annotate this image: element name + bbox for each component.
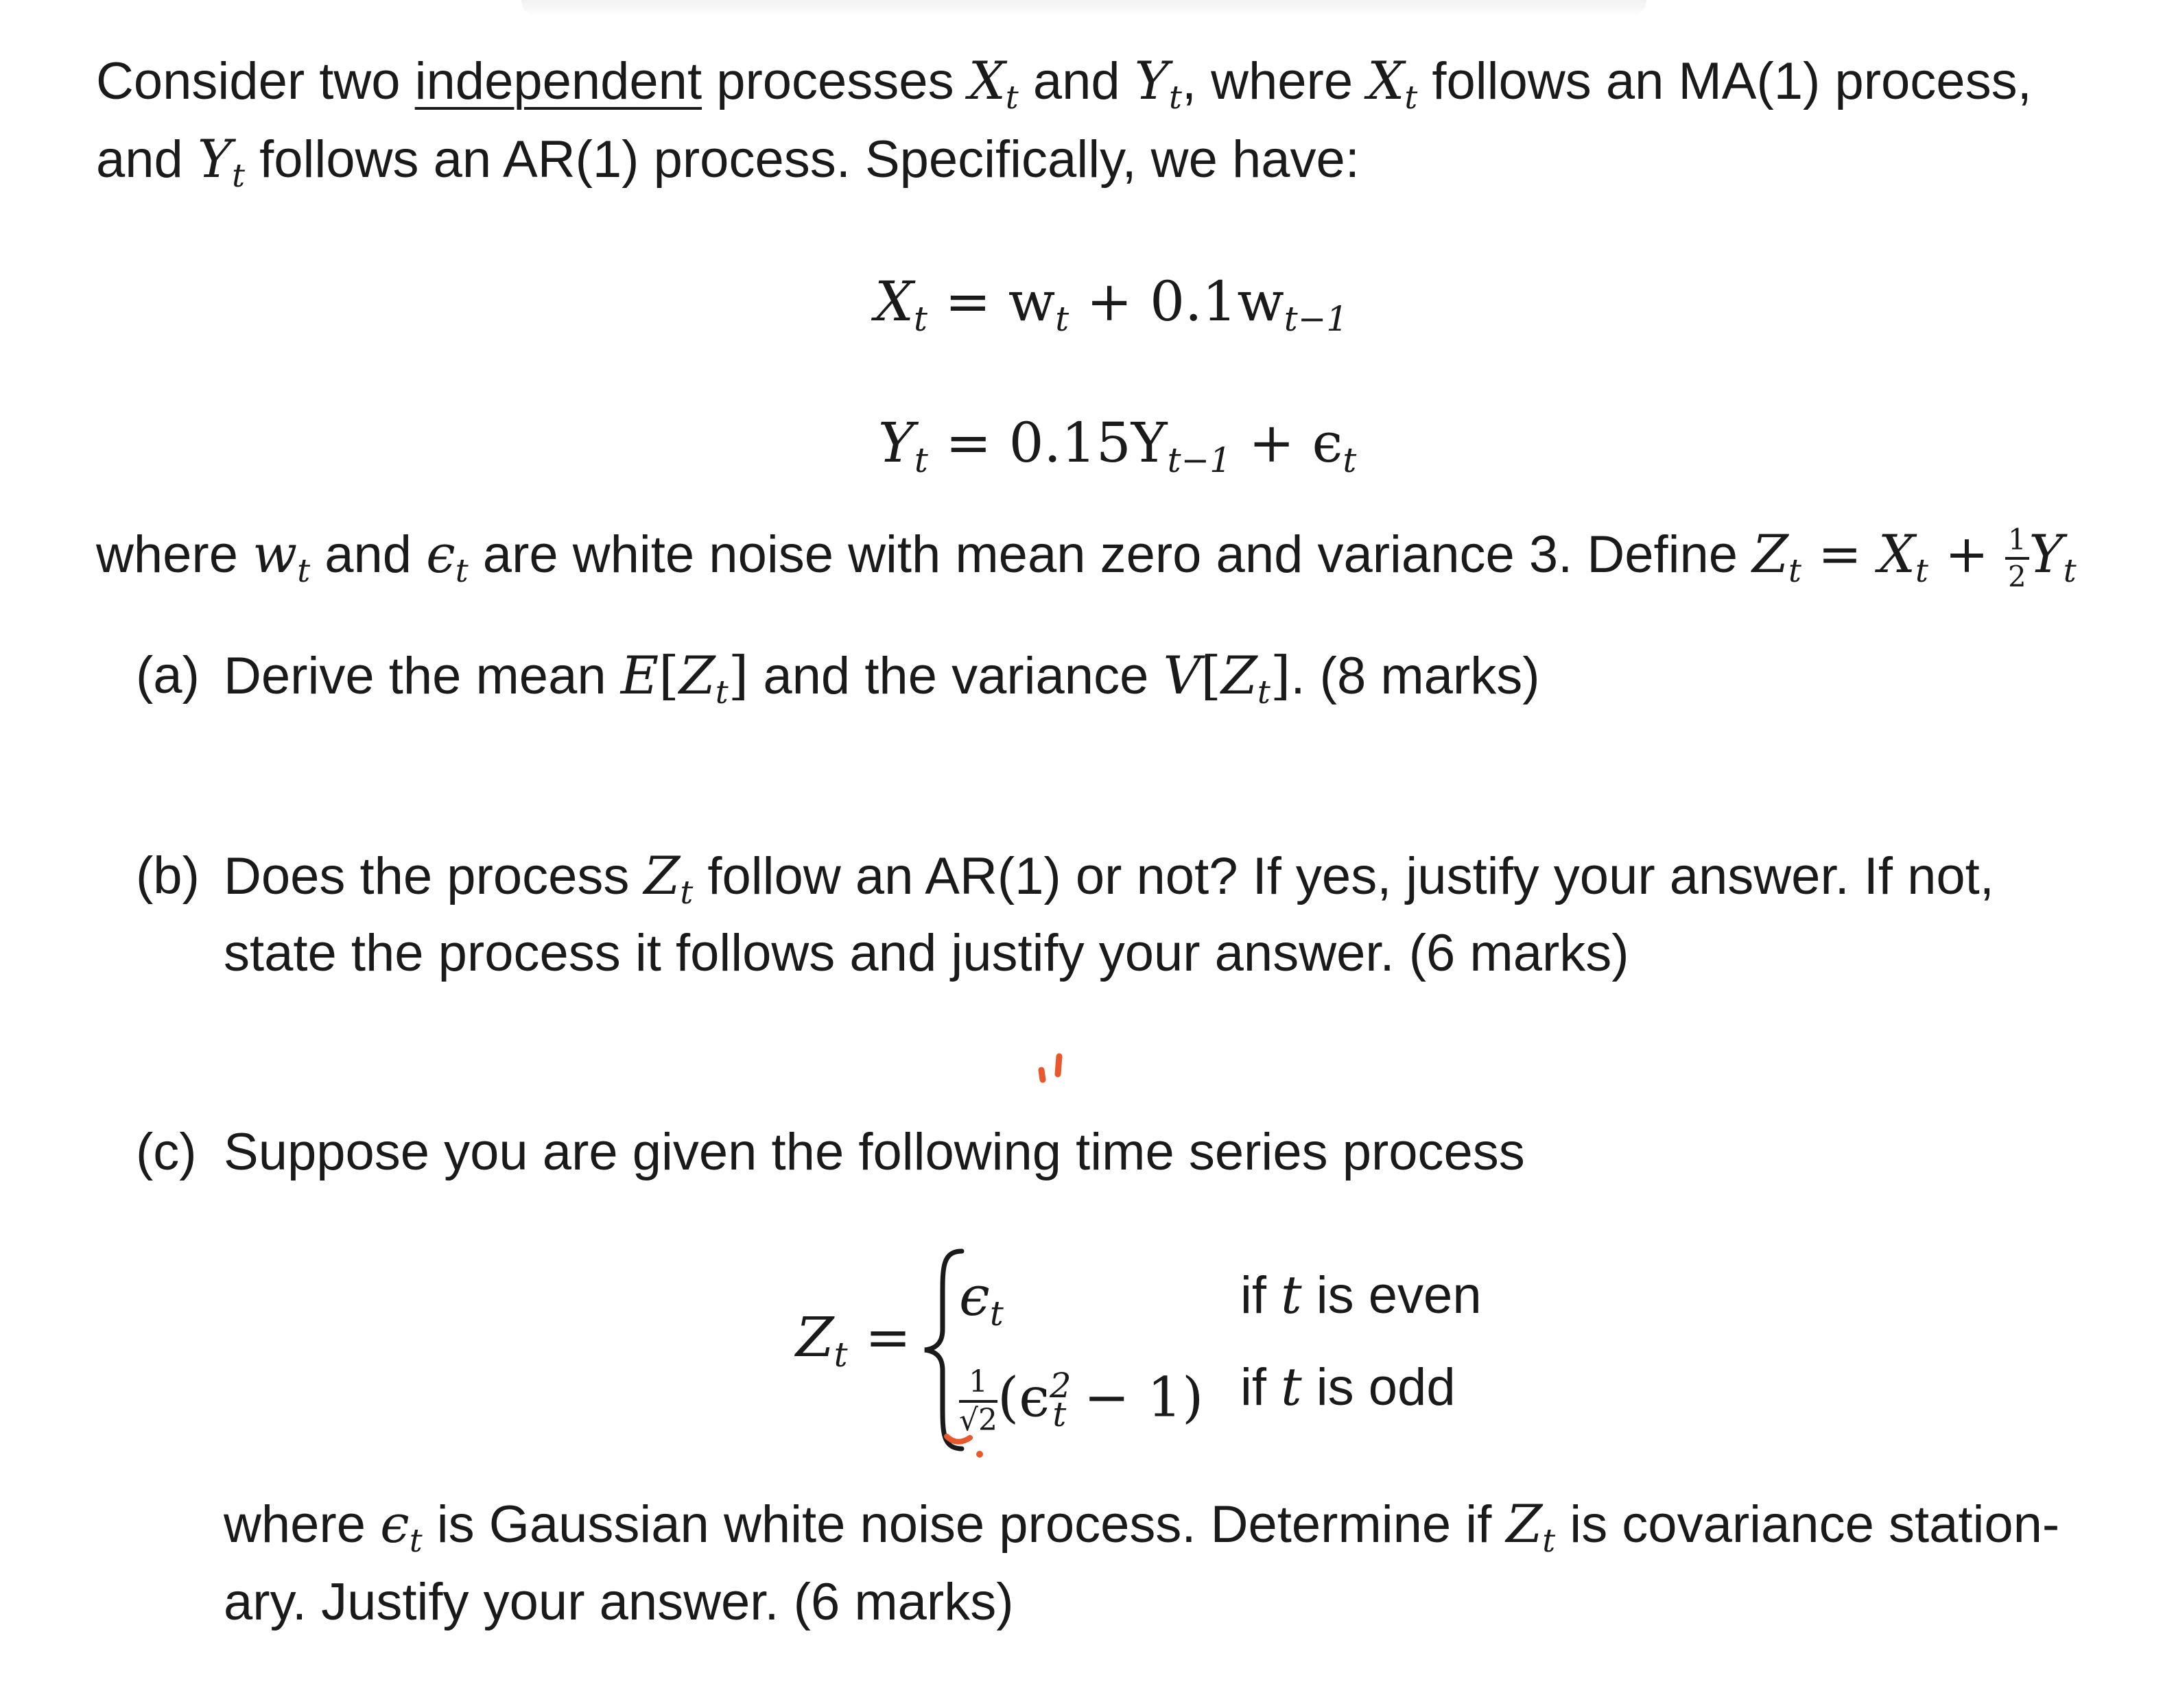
part-b-label: (b) xyxy=(136,846,200,905)
handwritten-tick-mark xyxy=(1029,1049,1077,1091)
part-b-line-2: state the process it follows and justify your answer. (6 marks) xyxy=(224,924,1629,982)
top-shadow xyxy=(521,0,1646,16)
part-c-after-line-1: where $\epsilon_t$ is Gaussian white noise process. Determine if $Z_t$ is covariance station- xyxy=(224,1493,2060,1561)
case-odd-condition: if t is odd xyxy=(1240,1356,1456,1417)
handwritten-underline-mark xyxy=(941,1427,989,1461)
part-c-after-line-2: ary. Justify your answer. (6 marks) xyxy=(224,1573,1014,1631)
fraction-inv-sqrt2: $\frac{1}{√2}$ xyxy=(959,1364,998,1438)
case-odd-expr: $\frac{1}{√2}$ $(\epsilon^2_t - 1)$ xyxy=(959,1364,1204,1438)
part-a-text: Derive the mean $E[Z_t]$ and the variance $V[Z_t]$. (8 marks) xyxy=(224,645,1540,712)
text: Consider two xyxy=(96,52,415,110)
case-even-condition: if t is even xyxy=(1240,1264,1482,1325)
piecewise-lhs: $Z_t$ = xyxy=(796,1305,911,1375)
equation-ar1: $Y_t = 0.15Y_{t-1} + \epsilon_t$ xyxy=(878,411,1357,480)
intro-line-1: Consider two independent processes $X_t$ and $Y_t$, where $X_t$ follows an MA(1) process, xyxy=(96,50,2032,117)
case-even-expr: $\epsilon_t$ xyxy=(959,1264,1004,1333)
part-c-label: (c) xyxy=(136,1123,197,1181)
part-a-label: (a) xyxy=(136,646,200,704)
underlined-word: independent xyxy=(414,52,702,110)
part-c-text: Suppose you are given the following time series process xyxy=(224,1123,1525,1181)
definition-line: where $w_t$ and $\epsilon_t$ are white noise with mean zero and variance 3. Define $Z_t = X_t$ + $\frac{1}{2}$ $Y_t$ xyxy=(96,523,2077,593)
equation-ma1: $X_t = w_t + 0.1w_{t-1}$ xyxy=(875,270,1348,339)
intro-line-2: and $Y_t$ follows an AR(1) process. Specifically, we have: xyxy=(96,128,1360,195)
fraction-half: $\frac{1}{2}$ xyxy=(2005,525,2029,591)
part-b-line-1: Does the process $Z_t$ follow an AR(1) or not? If yes, justify your answer. If not, xyxy=(224,845,1994,912)
